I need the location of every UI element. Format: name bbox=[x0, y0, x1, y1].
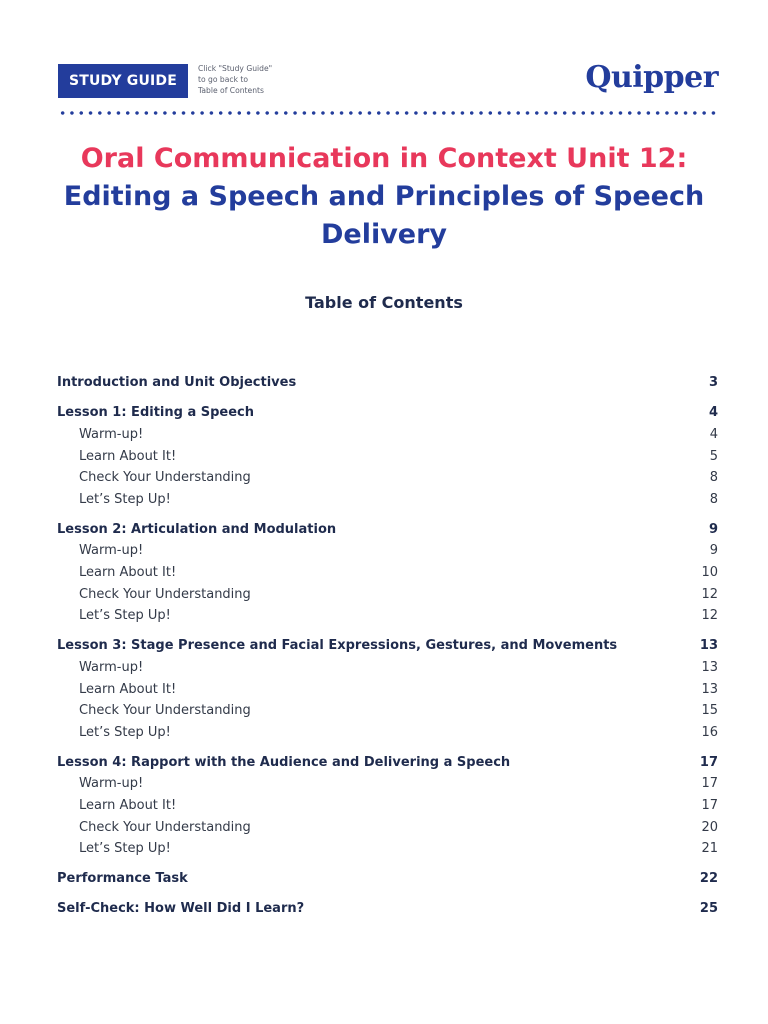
toc-subentry[interactable] bbox=[57, 838, 718, 860]
toc-entry-label: Warm-up! bbox=[79, 543, 144, 559]
toc-entry-label: Warm-up! bbox=[79, 776, 144, 792]
quipper-logo: Quipper bbox=[585, 60, 718, 95]
toc-entry-page: 13 bbox=[699, 638, 718, 654]
toc-entry-label: Learn About It! bbox=[79, 681, 177, 697]
toc-subentry[interactable] bbox=[57, 445, 718, 467]
toc-entry-page: 9 bbox=[709, 543, 718, 559]
toc-entry-page: 8 bbox=[709, 470, 718, 486]
toc-entry-page: 13 bbox=[701, 659, 718, 675]
toc-entry-label: Check Your Understanding bbox=[79, 470, 251, 486]
hint-line: to go back to bbox=[198, 75, 249, 84]
toc-entry-page: 12 bbox=[701, 608, 718, 624]
toc-entry-page: 5 bbox=[709, 448, 718, 464]
toc-entry-page: 16 bbox=[701, 724, 718, 740]
toc-entry-lesson-3[interactable] bbox=[57, 635, 718, 657]
toc-entry-lesson-1[interactable] bbox=[57, 402, 718, 424]
toc-entry-label: Learn About It! bbox=[79, 565, 177, 581]
toc-entry-label: Check Your Understanding bbox=[79, 819, 251, 835]
toc-subentry[interactable] bbox=[57, 583, 718, 605]
toc-entry-label: Let’s Step Up! bbox=[79, 724, 171, 740]
toc-entry-lesson-2[interactable] bbox=[57, 519, 718, 541]
toc-entry-label: Learn About It! bbox=[79, 448, 177, 464]
toc-subentry[interactable] bbox=[57, 700, 718, 722]
toc-entry-label: Introduction and Unit Objectives bbox=[57, 375, 297, 391]
toc-entry-label: Lesson 2: Articulation and Modulation bbox=[57, 521, 337, 537]
toc-entry-page: 21 bbox=[701, 841, 718, 857]
toc-entry-page: 25 bbox=[699, 901, 718, 917]
toc-entry-label: Lesson 4: Rapport with the Audience and Delivering a Speech bbox=[57, 754, 511, 770]
toc-subentry[interactable] bbox=[57, 424, 718, 446]
toc-entry-page: 13 bbox=[701, 681, 718, 697]
toc-heading: Table of Contents bbox=[305, 293, 463, 312]
toc-entry-label: Warm-up! bbox=[79, 426, 144, 442]
toc-entry-page: 4 bbox=[709, 426, 718, 442]
toc-entry-self-check[interactable] bbox=[57, 898, 718, 920]
toc-entry-page: 10 bbox=[701, 565, 718, 581]
toc-entry-performance-task[interactable] bbox=[57, 868, 718, 890]
title-line-unit: Oral Communication in Context Unit 12: bbox=[80, 143, 688, 174]
toc-entry-label: Let’s Step Up! bbox=[79, 491, 171, 507]
toc-entry-label: Lesson 3: Stage Presence and Facial Expressions, Gestures, and Movements bbox=[57, 638, 618, 654]
toc-entry-page: 15 bbox=[701, 703, 718, 719]
toc-entry-page: 20 bbox=[701, 819, 718, 835]
toc-subentry[interactable] bbox=[57, 657, 718, 679]
hint-line: Click "Study Guide" bbox=[198, 64, 273, 73]
toc-entry-label: Check Your Understanding bbox=[79, 586, 251, 602]
table-of-contents bbox=[57, 372, 718, 920]
toc-entry-page: 17 bbox=[701, 797, 718, 813]
toc-subentry[interactable] bbox=[57, 488, 718, 510]
toc-entry-page: 17 bbox=[701, 776, 718, 792]
toc-entry-page: 3 bbox=[708, 375, 718, 391]
toc-entry-page: 9 bbox=[708, 521, 718, 537]
toc-entry-label: Learn About It! bbox=[79, 797, 177, 813]
dotted-divider bbox=[58, 111, 718, 115]
toc-entry-label: Check Your Understanding bbox=[79, 703, 251, 719]
toc-entry-page: 4 bbox=[708, 405, 718, 421]
hint-line: Table of Contents bbox=[198, 86, 264, 95]
toc-subentry[interactable] bbox=[57, 816, 718, 838]
toc-entry-introduction[interactable] bbox=[57, 372, 718, 394]
toc-subentry[interactable] bbox=[57, 721, 718, 743]
toc-entry-page: 17 bbox=[699, 754, 718, 770]
toc-entry-label: Let’s Step Up! bbox=[79, 841, 171, 857]
study-guide-button[interactable]: STUDY GUIDE bbox=[58, 64, 188, 98]
study-guide-hint bbox=[198, 63, 308, 96]
toc-subentry[interactable] bbox=[57, 467, 718, 489]
toc-entry-label: Lesson 1: Editing a Speech bbox=[57, 405, 255, 421]
toc-entry-page: 8 bbox=[709, 491, 718, 507]
toc-entry-label: Let’s Step Up! bbox=[79, 608, 171, 624]
toc-entry-lesson-4[interactable] bbox=[57, 752, 718, 774]
toc-entry-page: 22 bbox=[699, 871, 718, 887]
toc-subentry[interactable] bbox=[57, 795, 718, 817]
toc-entry-label: Warm-up! bbox=[79, 659, 144, 675]
toc-subentry[interactable] bbox=[57, 605, 718, 627]
toc-subentry[interactable] bbox=[57, 773, 718, 795]
toc-subentry[interactable] bbox=[57, 540, 718, 562]
toc-entry-label: Performance Task bbox=[57, 871, 188, 887]
toc-subentry[interactable] bbox=[57, 562, 718, 584]
page-title bbox=[40, 140, 728, 254]
title-line-topic: Editing a Speech and Principles of Speech Delivery bbox=[63, 181, 705, 250]
page-header bbox=[0, 0, 768, 120]
toc-subentry[interactable] bbox=[57, 678, 718, 700]
toc-entry-label: Self-Check: How Well Did I Learn? bbox=[57, 901, 305, 917]
toc-entry-page: 12 bbox=[701, 586, 718, 602]
